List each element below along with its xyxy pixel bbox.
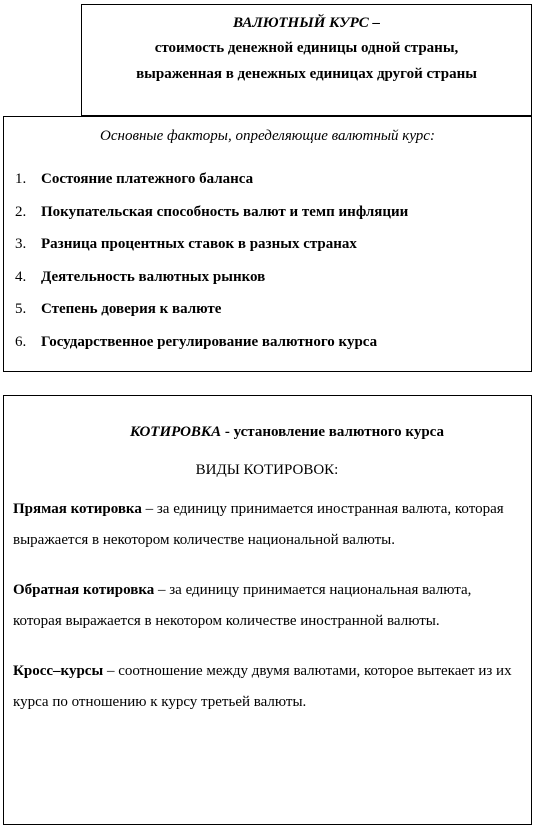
list-item-number: 5. [15, 301, 27, 317]
definition-term: Прямая котировка [13, 501, 142, 517]
definition-line-1: стоимость денежной единицы одной страны, [154, 40, 459, 56]
list-item [15, 163, 531, 196]
definition-box [81, 4, 532, 116]
list-item-number: 4. [15, 268, 27, 285]
list-item-text: Покупательская способность валют и темп инфляции [41, 203, 409, 220]
list-item-text: Государственное регулирование валютного курса [41, 333, 378, 350]
factors-box [3, 116, 532, 372]
list-item-number: 1. [15, 171, 27, 187]
definition-paragraph [13, 575, 521, 636]
list-item-text: Состояние платежного баланса [41, 171, 254, 187]
definition-paragraph [13, 656, 521, 717]
definition-term: Обратная котировка [13, 582, 155, 598]
list-item [15, 196, 531, 229]
list-item-text: Деятельность валютных рынков [41, 268, 266, 285]
list-item [15, 326, 531, 359]
list-item-text: Разница процентных ставок в разных странах [41, 236, 357, 252]
list-item-number: 2. [15, 203, 27, 220]
definition-text: – за единицу принимается иностранная валюта, которая выражается в некотором количестве национальной валюты. [13, 501, 504, 548]
list-item [15, 293, 531, 326]
list-item-text: Степень доверия к валюте [41, 301, 222, 317]
quotation-term: КОТИРОВКА [129, 424, 222, 440]
quotation-title [13, 420, 521, 444]
definition-line-2: выраженная в денежных единицах другой страны [136, 66, 477, 82]
list-item [15, 261, 531, 294]
definition-term: Кросс–курсы [13, 663, 104, 679]
definition-text: – за единицу принимается национальная валюта, которая выражается в некотором количестве иностранной валюты. [13, 582, 472, 629]
quotation-subtitle: ВИДЫ КОТИРОВОК: [195, 462, 339, 478]
definition-paragraph [13, 494, 521, 555]
quotation-title-rest: - установление валютного курса [221, 424, 445, 440]
list-item-number: 6. [15, 333, 27, 350]
definition-title: ВАЛЮТНЫЙ КУРС – [233, 15, 380, 31]
factors-heading: Основные факторы, определяющие валютный курс: [100, 128, 435, 144]
list-item-number: 3. [15, 236, 27, 252]
definition-text: – соотношение между двумя валютами, которое вытекает из их курса по отношению к курсу третьей валюты. [13, 663, 512, 710]
factors-list [4, 163, 531, 358]
list-item [15, 228, 531, 261]
quotation-box [3, 395, 532, 825]
